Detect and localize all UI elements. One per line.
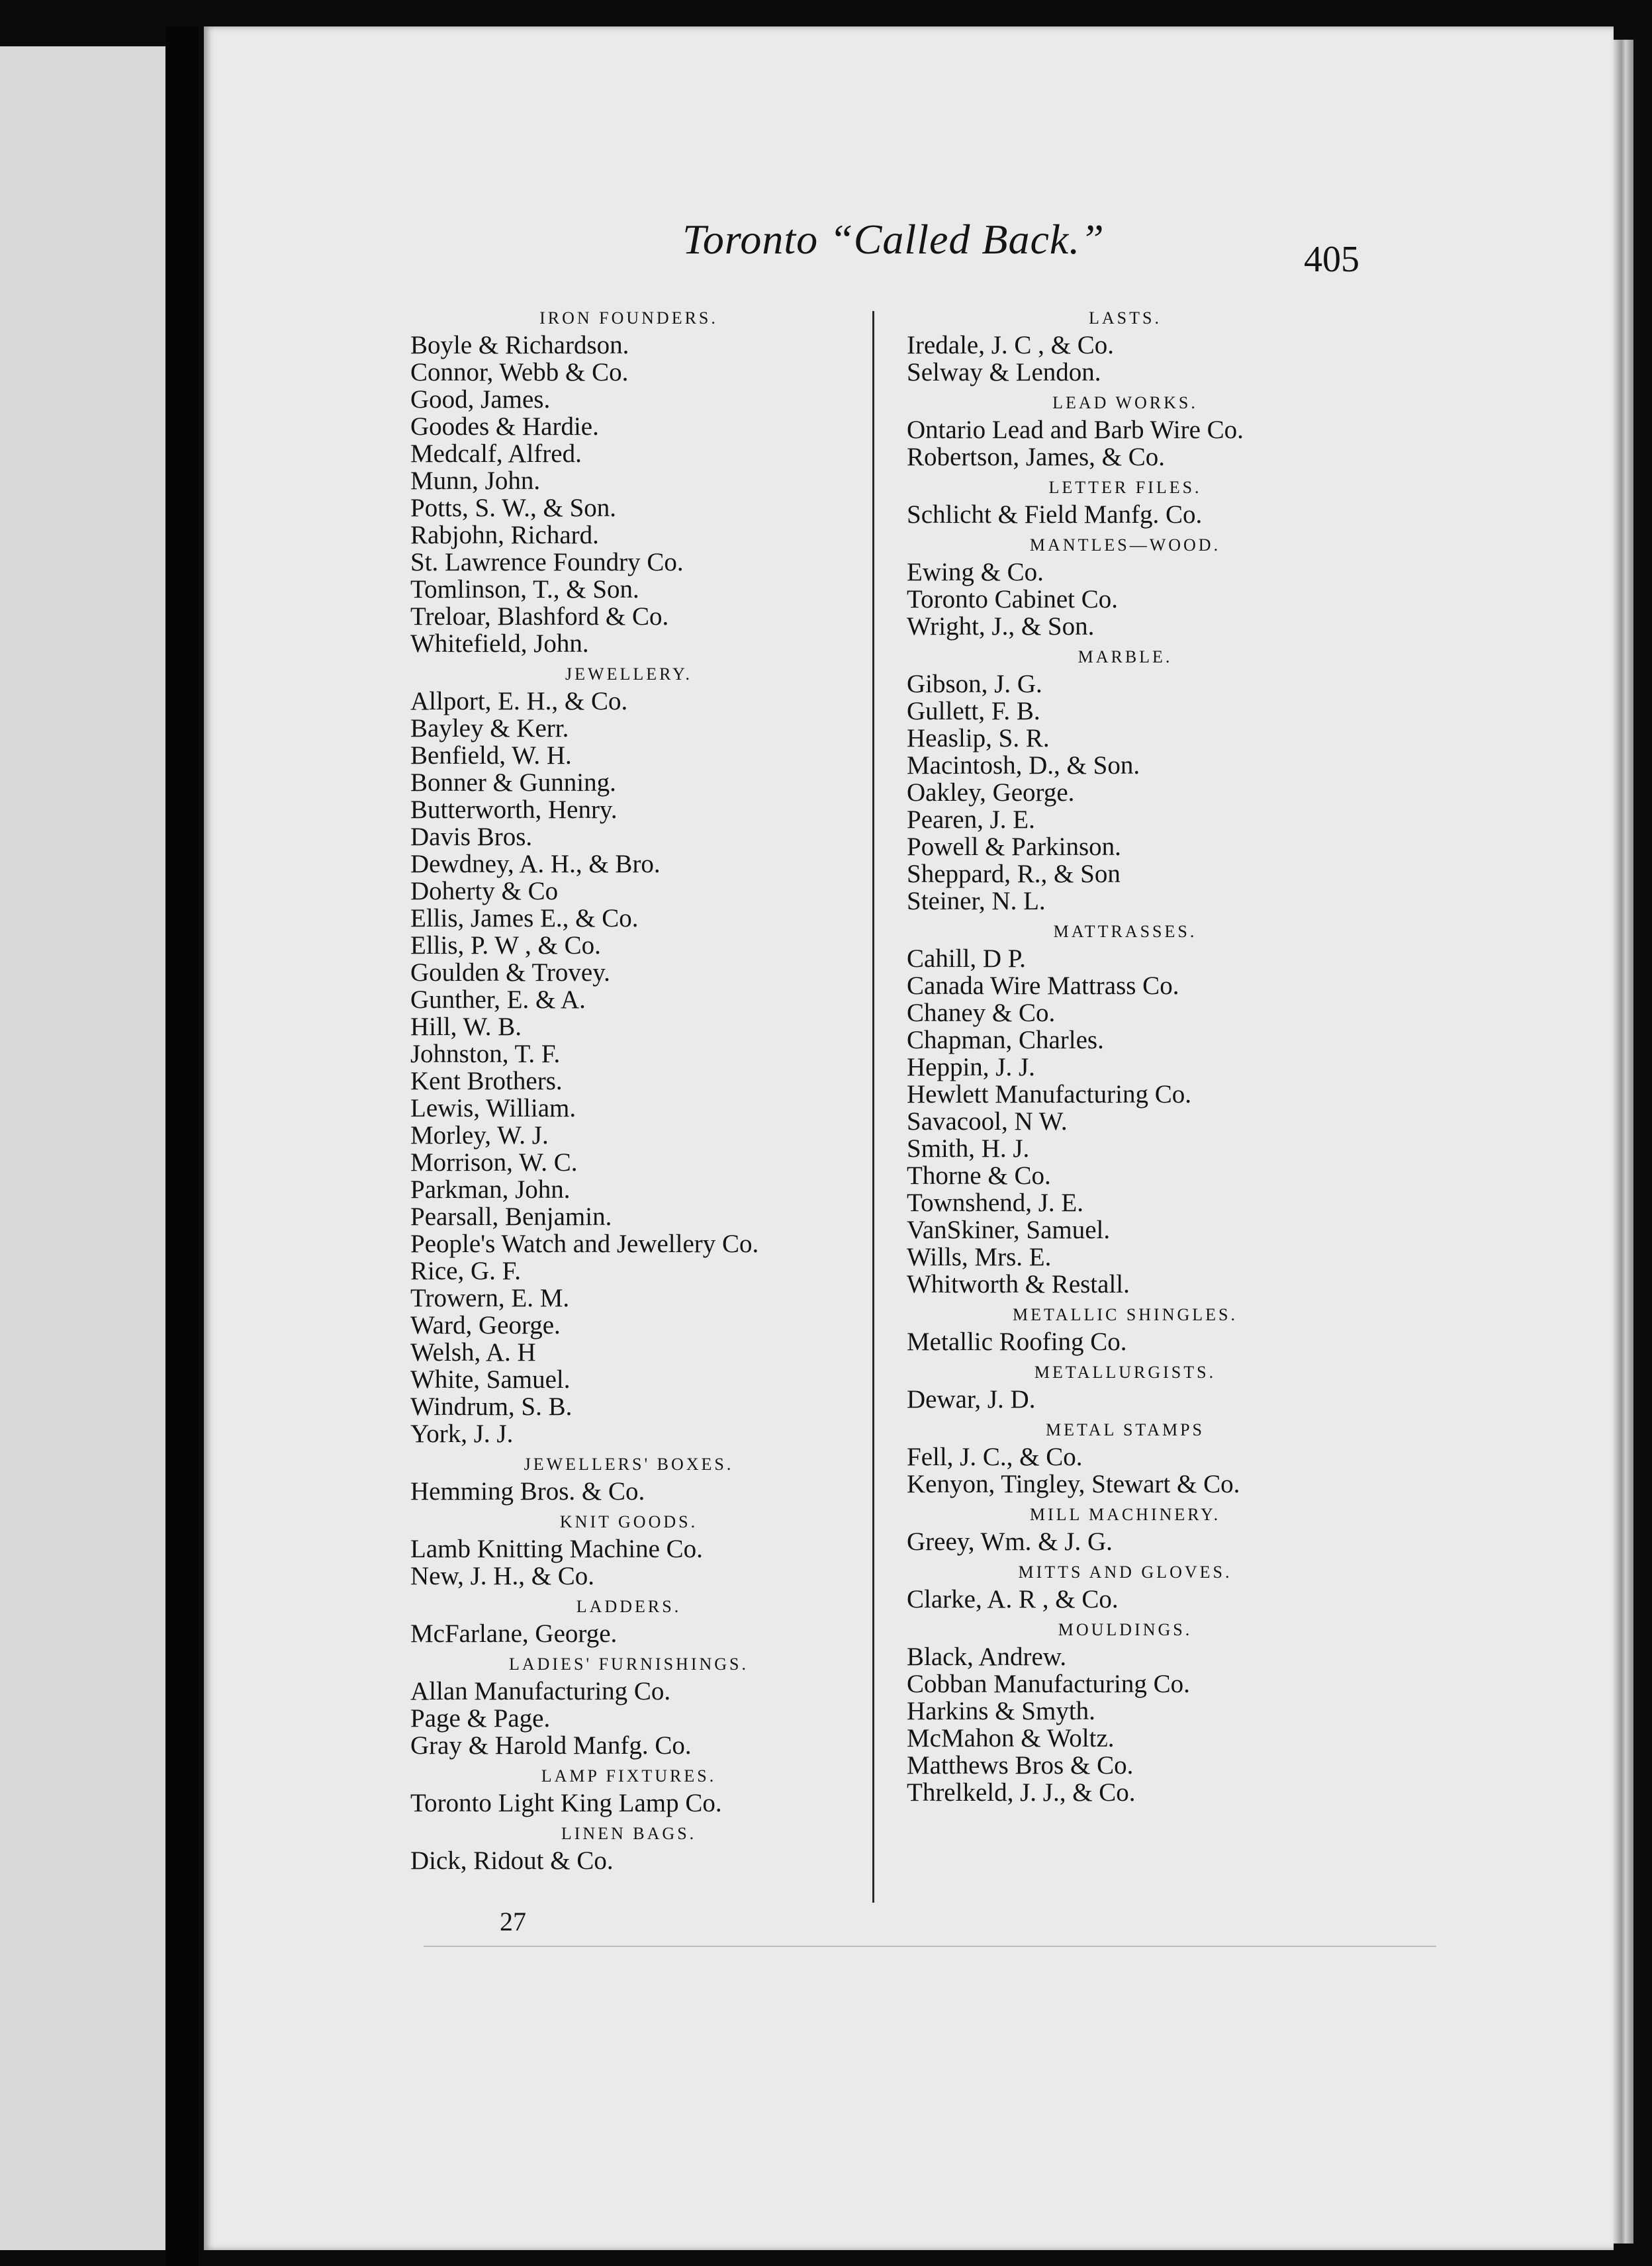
directory-entry: Gray & Harold Manfg. Co.: [410, 1731, 692, 1760]
directory-entry: Chaney & Co.: [907, 999, 1056, 1027]
directory-entry: York, J. J.: [410, 1420, 514, 1448]
directory-entry: Wills, Mrs. E.: [907, 1243, 1052, 1271]
directory-entry: Ontario Lead and Barb Wire Co.: [907, 416, 1244, 444]
section-heading: LADDERS.: [576, 1597, 682, 1616]
right-column: [907, 301, 1344, 1806]
section-heading: MATTRASSES.: [1053, 922, 1197, 941]
directory-entry: Cahill, D P.: [907, 944, 1026, 973]
directory-entry: Tomlinson, T., & Son.: [410, 575, 639, 604]
directory-entry: Johnston, T. F.: [410, 1040, 561, 1068]
directory-entry: Dewar, J. D.: [907, 1385, 1036, 1414]
directory-entry: Whitworth & Restall.: [907, 1270, 1130, 1298]
directory-entry: Wright, J., & Son.: [907, 612, 1095, 641]
directory-entry: Goodes & Hardie.: [410, 412, 599, 441]
directory-section: [410, 1651, 847, 1759]
directory-entry: Gunther, E. & A.: [410, 985, 586, 1014]
directory-entry: VanSkiner, Samuel.: [907, 1216, 1111, 1244]
directory-section: [907, 305, 1344, 386]
directory-entry: Toronto Light King Lamp Co.: [410, 1789, 722, 1817]
directory-entry: Dick, Ridout & Co.: [410, 1846, 614, 1875]
directory-entry: Iredale, J. C , & Co.: [907, 331, 1115, 359]
directory-entry: Clarke, A. R , & Co.: [907, 1585, 1119, 1613]
directory-entry: Matthews Bros & Co.: [907, 1751, 1134, 1780]
directory-entry: Potts, S. W., & Son.: [410, 494, 617, 522]
directory-entry: Threlkeld, J. J., & Co.: [907, 1778, 1136, 1807]
column-divider: [872, 311, 874, 1903]
directory-entry: Pearen, J. E.: [907, 805, 1035, 834]
directory-entry: People's Watch and Jewellery Co.: [410, 1230, 759, 1258]
directory-entry: Canada Wire Mattrass Co.: [907, 972, 1179, 1000]
directory-entry: Ewing & Co.: [907, 558, 1044, 586]
book-gutter: [165, 26, 199, 2266]
section-heading: JEWELLERY.: [565, 664, 692, 684]
directory-entry: Medcalf, Alfred.: [410, 439, 582, 468]
running-head: Toronto “Called Back.”: [682, 216, 1105, 263]
directory-section: [907, 644, 1344, 915]
directory-entry: New, J. H., & Co.: [410, 1562, 595, 1590]
directory-section: [410, 1594, 847, 1647]
directory-entry: Kenyon, Tingley, Stewart & Co.: [907, 1470, 1240, 1498]
directory-entry: Greey, Wm. & J. G.: [907, 1527, 1113, 1556]
directory-entry: Good, James.: [410, 385, 551, 414]
directory-entry: Harkins & Smyth.: [907, 1697, 1095, 1725]
directory-entry: Page & Page.: [410, 1704, 551, 1733]
directory-entry: Trowern, E. M.: [410, 1284, 570, 1312]
directory-entry: Cobban Manufacturing Co.: [907, 1670, 1190, 1698]
directory-entry: Selway & Lendon.: [907, 358, 1101, 386]
directory-entry: St. Lawrence Foundry Co.: [410, 548, 684, 576]
directory-entry: Thorne & Co.: [907, 1161, 1051, 1190]
directory-entry: Sheppard, R., & Son: [907, 860, 1121, 888]
section-heading: LEAD WORKS.: [1052, 393, 1198, 412]
directory-entry: Parkman, John.: [410, 1175, 571, 1204]
directory-entry: Hemming Bros. & Co.: [410, 1477, 645, 1506]
directory-section: [410, 661, 847, 1447]
directory-entry: Gibson, J. G.: [907, 670, 1042, 698]
section-heading: LINEN BAGS.: [561, 1824, 697, 1843]
directory-entry: Butterworth, Henry.: [410, 795, 618, 824]
section-heading: METALLURGISTS.: [1034, 1363, 1216, 1382]
directory-section: [410, 1763, 847, 1817]
directory-section: [907, 1302, 1344, 1355]
directory-section: [907, 919, 1344, 1298]
directory-entry: Steiner, N. L.: [907, 887, 1046, 915]
section-heading: KNIT GOODS.: [559, 1512, 698, 1531]
directory-entry: Whitefield, John.: [410, 629, 589, 658]
directory-section: [907, 532, 1344, 640]
directory-entry: Savacool, N W.: [907, 1107, 1068, 1136]
directory-entry: Allport, E. H., & Co.: [410, 687, 628, 715]
section-heading: LAMP FIXTURES.: [541, 1766, 717, 1786]
directory-entry: Schlicht & Field Manfg. Co.: [907, 500, 1203, 529]
directory-entry: Ward, George.: [410, 1311, 561, 1339]
directory-section: [907, 1502, 1344, 1555]
directory-section: [410, 1821, 847, 1874]
section-heading: JEWELLERS' BOXES.: [524, 1455, 734, 1474]
directory-entry: Robertson, James, & Co.: [907, 443, 1165, 471]
directory-entry: Rabjohn, Richard.: [410, 521, 599, 549]
directory-entry: Benfield, W. H.: [410, 741, 572, 770]
directory-entry: Macintosh, D., & Son.: [907, 751, 1140, 780]
directory-section: [907, 1359, 1344, 1413]
directory-entry: Chapman, Charles.: [907, 1026, 1104, 1054]
directory-entry: Hill, W. B.: [410, 1013, 522, 1041]
directory-entry: Townshend, J. E.: [907, 1189, 1084, 1217]
directory-entry: Morrison, W. C.: [410, 1148, 578, 1177]
directory-section: [907, 1417, 1344, 1498]
directory-entry: Heaslip, S. R.: [907, 724, 1050, 752]
directory-entry: Pearsall, Benjamin.: [410, 1202, 612, 1231]
directory-entry: Munn, John.: [410, 467, 541, 495]
directory-section: [907, 475, 1344, 528]
directory-section: [907, 1559, 1344, 1613]
directory-entry: Davis Bros.: [410, 823, 533, 851]
directory-entry: Treloar, Blashford & Co.: [410, 602, 669, 631]
section-heading: METAL STAMPS: [1045, 1420, 1205, 1439]
directory-entry: Ellis, James E., & Co.: [410, 904, 639, 932]
directory-entry: Doherty & Co: [410, 877, 559, 905]
directory-entry: Heppin, J. J.: [907, 1053, 1035, 1081]
directory-entry: Rice, G. F.: [410, 1257, 521, 1285]
directory-entry: Dewdney, A. H., & Bro.: [410, 850, 661, 878]
directory-entry: Lamb Knitting Machine Co.: [410, 1535, 703, 1563]
page-number: 405: [1304, 239, 1359, 280]
directory-entry: Oakley, George.: [907, 778, 1075, 807]
section-heading: LADIES' FURNISHINGS.: [508, 1654, 749, 1674]
directory-entry: Morley, W. J.: [410, 1121, 549, 1150]
directory-entry: Smith, H. J.: [907, 1134, 1030, 1163]
directory-entry: Bonner & Gunning.: [410, 768, 616, 797]
directory-entry: Hewlett Manufacturing Co.: [907, 1080, 1191, 1109]
directory-entry: Windrum, S. B.: [410, 1392, 573, 1421]
section-heading: MITTS AND GLOVES.: [1018, 1563, 1232, 1582]
page-stack-edge: [1614, 40, 1633, 2243]
facing-page-edge: [0, 46, 165, 2250]
bottom-rule: [424, 1946, 1436, 1947]
section-heading: MANTLES—WOOD.: [1029, 535, 1221, 555]
directory-section: [907, 1617, 1344, 1806]
directory-section: [410, 1451, 847, 1505]
directory-entry: Fell, J. C., & Co.: [907, 1443, 1083, 1471]
directory-entry: Powell & Parkinson.: [907, 833, 1121, 861]
section-heading: MILL MACHINERY.: [1029, 1505, 1221, 1524]
directory-entry: Black, Andrew.: [907, 1643, 1067, 1671]
directory-entry: McMahon & Woltz.: [907, 1724, 1115, 1752]
left-column: [410, 301, 847, 1874]
signature-mark: 27: [500, 1907, 526, 1936]
section-heading: LASTS.: [1089, 308, 1162, 328]
directory-entry: Kent Brothers.: [410, 1067, 563, 1095]
section-heading: IRON FOUNDERS.: [539, 308, 718, 328]
section-heading: LETTER FILES.: [1048, 478, 1202, 497]
directory-entry: Allan Manufacturing Co.: [410, 1677, 671, 1705]
section-heading: MOULDINGS.: [1058, 1620, 1193, 1639]
section-heading: METALLIC SHINGLES.: [1012, 1305, 1238, 1324]
directory-entry: Welsh, A. H: [410, 1338, 536, 1367]
directory-entry: Connor, Webb & Co.: [410, 358, 629, 386]
directory-entry: Goulden & Trovey.: [410, 958, 610, 987]
directory-section: [410, 305, 847, 657]
directory-entry: White, Samuel.: [410, 1365, 571, 1394]
directory-entry: Bayley & Kerr.: [410, 714, 569, 743]
section-heading: MARBLE.: [1078, 647, 1173, 666]
directory-entry: Metallic Roofing Co.: [907, 1328, 1127, 1356]
directory-entry: Boyle & Richardson.: [410, 331, 629, 359]
directory-section: [410, 1509, 847, 1590]
directory-entry: Ellis, P. W , & Co.: [410, 931, 601, 960]
directory-entry: Toronto Cabinet Co.: [907, 585, 1118, 613]
directory-entry: McFarlane, George.: [410, 1619, 618, 1648]
directory-section: [907, 390, 1344, 471]
directory-entry: Gullett, F. B.: [907, 697, 1040, 725]
directory-entry: Lewis, William.: [410, 1094, 576, 1122]
